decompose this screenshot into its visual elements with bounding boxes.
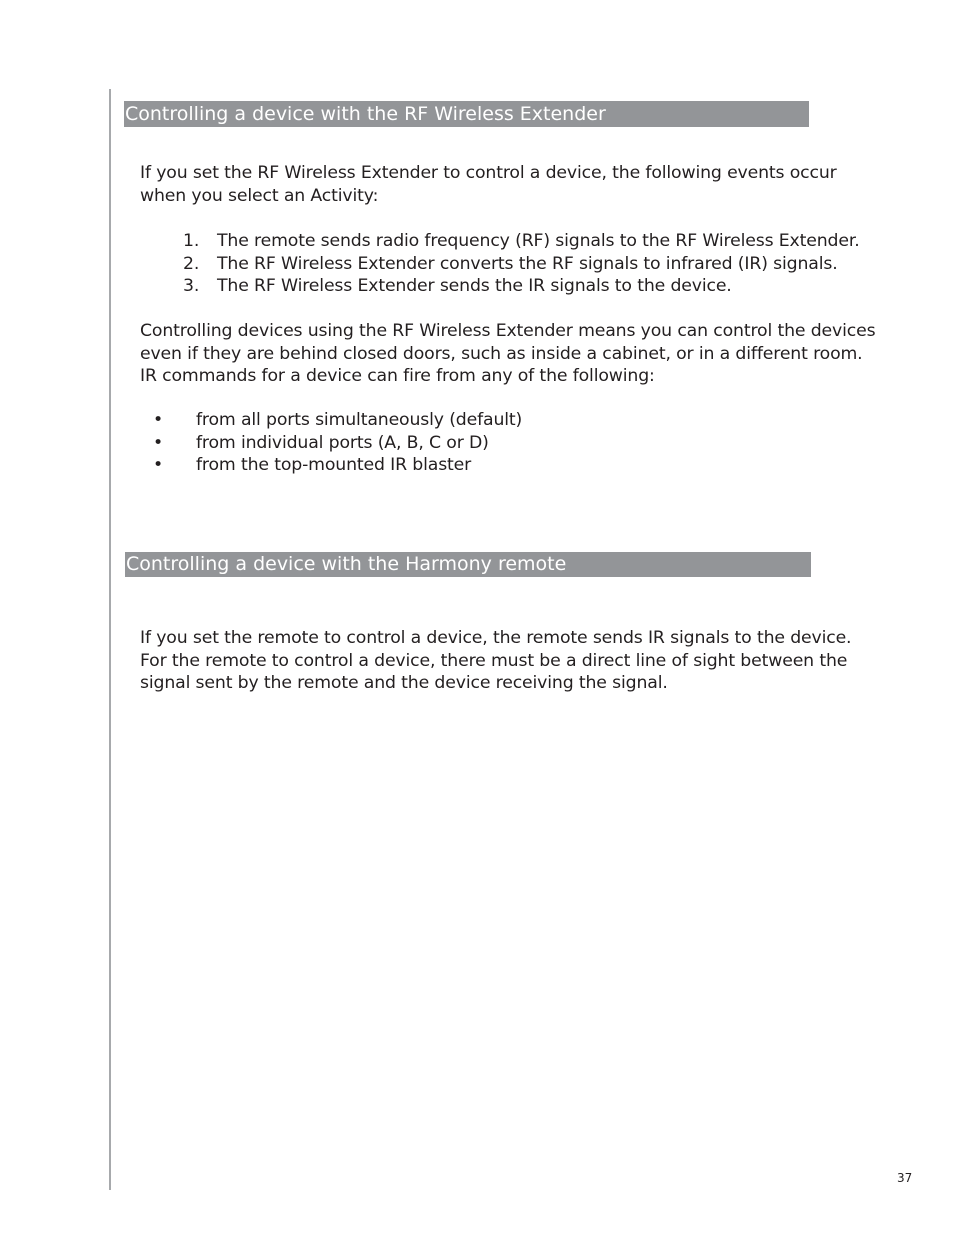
ir-ports-list <box>140 409 522 477</box>
list-item <box>140 454 522 477</box>
section-heading-harmony-remote: Controlling a device with the Harmony remote <box>125 552 811 577</box>
list-item <box>140 230 860 253</box>
rf-steps-list <box>140 230 860 298</box>
step-text: The RF Wireless Extender sends the IR signals to the device. <box>217 276 732 297</box>
bullet-icon: • <box>153 432 164 453</box>
bullet-text: from individual ports (A, B, C or D) <box>196 432 489 453</box>
bullet-icon: • <box>153 410 164 430</box>
step-number: 1. <box>183 231 200 251</box>
margin-rule <box>109 89 111 1190</box>
rf-intro-paragraph: If you set the RF Wireless Extender to control a device, the following events occur when you select an Activity: <box>140 163 837 206</box>
bullet-text: from all ports simultaneously (default) <box>196 410 523 430</box>
step-number: 3. <box>183 276 200 297</box>
list-item <box>140 409 522 432</box>
list-item <box>140 253 860 276</box>
step-number: 2. <box>183 253 200 274</box>
bullet-text: from the top-mounted IR blaster <box>196 455 472 476</box>
section-heading-rf-extender: Controlling a device with the RF Wireless Extender <box>124 101 809 127</box>
bullet-icon: • <box>153 455 164 476</box>
harmony-body-paragraph: If you set the remote to control a device, the remote sends IR signals to the device. For the remote to control a device, there must be a direct line of sight between the signal sent by the remote and the device receiving the signal. <box>140 628 852 694</box>
rf-body-paragraph: Controlling devices using the RF Wireless Extender means you can control the devices even if they are behind closed doors, such as inside a cabinet, or in a different room. IR commands for a device can fire from any of the following: <box>140 321 876 387</box>
step-text: The RF Wireless Extender converts the RF signals to infrared (IR) signals. <box>217 253 838 274</box>
list-item <box>140 275 860 298</box>
list-item <box>140 432 522 455</box>
step-text: The remote sends radio frequency (RF) signals to the RF Wireless Extender. <box>217 231 860 251</box>
page-number: 37 <box>897 1171 913 1185</box>
